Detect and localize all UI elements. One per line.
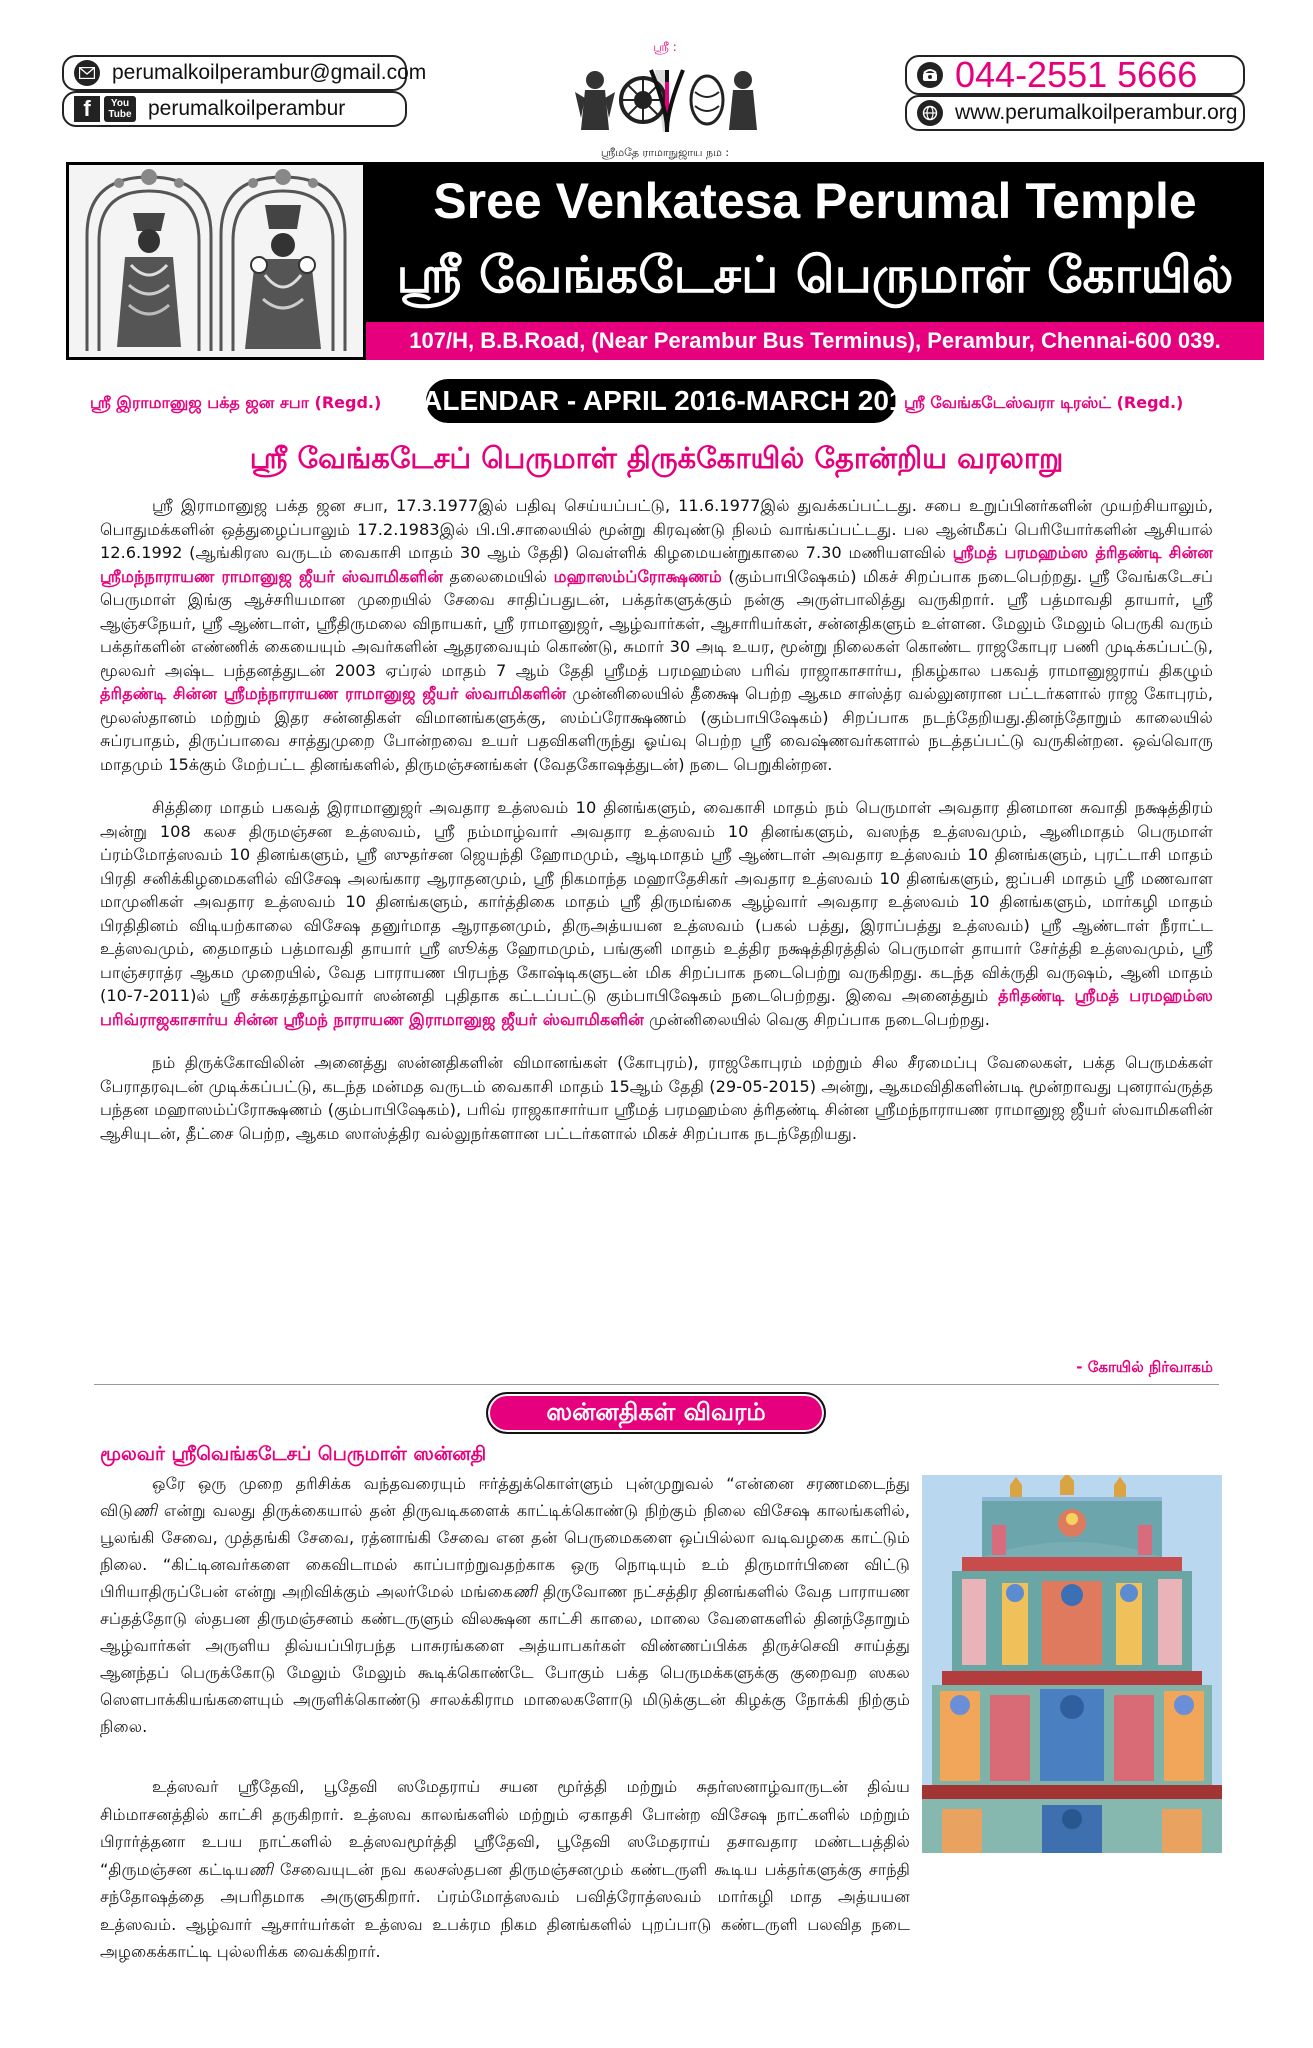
temple-address: 107/H, B.B.Road, (Near Perambur Bus Terminus), Perambur, Chennai-600 039. bbox=[366, 322, 1264, 360]
history-text bbox=[100, 494, 1213, 1145]
temple-title-band bbox=[366, 162, 1264, 322]
sannidhi-text-bottom bbox=[100, 1773, 910, 1966]
social-contact[interactable] bbox=[62, 91, 407, 127]
temple-title-english: Sree Venkatesa Perumal Temple bbox=[433, 173, 1197, 229]
facebook-icon: f bbox=[74, 96, 100, 122]
sannidhi-paragraph-2: உத்ஸவர் ஸ்ரீதேவி, பூதேவி ஸமேதராய் சயன மூர்த்தி மற்றும் சுதர்ஸனாழ்வாருடன் திவ்ய சிம்மாசனத்தில் காட்சி தருகிறார். உத்ஸவ காலங்களில் மற்றும் ஏகாதசி போன்ற விசேஷ நாட்களில் மற்றும் பிரார்த்தனா உபய நாட்களில் உத்ஸவமூர்த்தி ஸ்ரீதேவி, பூதேவி ஸமேதராய் தசாவதார மண்டபத்தில் “திருமஞ்சன கட்டியணி சேவையுடன் நவ கலசஸ்தபன திருமஞ்சனமும் கண்டருளி கூடிய பக்தர்களுக்கு சாந்தி சந்தோஷத்தை அபரிதமாக அருளுகிறார். ப்ரம்மோத்ஸவம் பவித்ரோத்ஸவம் மார்கழி மாத அத்யயன உத்ஸவம். ஆழ்வார் ஆசார்யர்கள் உத்ஸவ உபக்ரம நிகம தினங்களில் புறப்பாடு கண்டருளி பலவித நடை அழகைக்காட்டி புல்லரிக்க வைக்கிறார். bbox=[100, 1777, 910, 1961]
phone-number: 044-2551 5666 bbox=[955, 54, 1198, 95]
temple-title-tamil: ஸ்ரீ வேங்கடேசப் பெருமாள் கோயில் bbox=[396, 246, 1234, 304]
website-contact[interactable] bbox=[905, 95, 1245, 131]
deity-image-frame bbox=[66, 162, 366, 360]
sannidhi-badge: ஸன்னதிகள் விவரம் bbox=[486, 1392, 826, 1434]
crest-bottom-text: ஸ்ரீமதே ராமாநுஜாய நம : bbox=[600, 146, 730, 159]
crest-emblem-icon bbox=[565, 62, 765, 142]
email-address: perumalkoilperambur@gmail.com bbox=[112, 61, 427, 84]
history-heading: ஸ்ரீ வேங்கடேசப் பெருமாள் திருக்கோயில் தோன்றிய வரலாறு bbox=[249, 441, 1064, 475]
email-contact[interactable] bbox=[62, 55, 427, 91]
crest-top-text: ஸ்ரீ : bbox=[653, 40, 677, 54]
sannidhi-subheading: மூலவர் ஸ்ரீவெங்கடேசப் பெருமாள் ஸன்னதி bbox=[100, 1443, 487, 1465]
crest bbox=[530, 40, 800, 168]
website-url: www.perumalkoilperambur.org bbox=[955, 101, 1238, 124]
section-divider bbox=[94, 1384, 1219, 1385]
history-paragraph-2: சித்திரை மாதம் பகவத் இராமானுஜர் அவதார உத்ஸவம் 10 தினங்களும், வைகாசி மாதம் நம் பெருமாள் அவதார தினமான சுவாதி நக்ஷத்திரம் அன்று 108 கலச திருமஞ்சன உத்ஸவம், ஸ்ரீ நம்மாழ்வார் அவதார உத்ஸவம் 10 தினங்களும், வஸந்த உத்ஸவமும், ஆனிமாதம் பெருமாள் ப்ரம்மோத்ஸவம் 10 தினங்களும், ஸ்ரீ ஸுதர்சன ஜெயந்தி ஹோமமும், ஆடிமாதம் ஸ்ரீ ஆண்டாள் அவதார உத்ஸவம் 10 தினங்களும், புரட்டாசி மாதம் பிரதி சனிக்கிழமைகளில் விசேஷ அலங்கார ஆராதனமும், ஸ்ரீ நிகமாந்த மஹாதேசிகர் அவதார உத்ஸவம் 10 தினங்களும், ஐப்பசி மாதம் ஸ்ரீ மணவாள மாமுனிகள் அவதார உத்ஸவம் 10 தினங்களும், கார்த்திகை மாதம் ஸ்ரீ திருமங்கை ஆழ்வார் அவதார உத்ஸவம் 10 தினங்களும், மார்கழி மாதம் பிரதிதினம் விடியற்காலை விசேஷ தனுர்மாத ஆராதனமும், திருஅத்யயன உத்ஸவம் (பகல் பத்து, இராப்பத்து உத்ஸவம்) ஸ்ரீ ஆண்டாள் நீராட்ட உத்ஸவமும், தைமாதம் பத்மாவதி தாயார் ஸ்ரீ ஸூக்த ஹோமமும், பங்குனி மாதம் உத்திர நக்ஷத்திரத்தில் பெருமாள் தாயார் சேர்த்தி உத்ஸவமும், ஸ்ரீ பாஞ்சராத்ர ஆகம முறையில், வேத பாராயண பிரபந்த கோஷ்டிகளுடன் மிக சிறப்பாக நடைபெற்று வருகிறது. கடந்த விக்ருதி வருஷம், ஆனி மாதம் (10-7-2011)ல் ஸ்ரீ சக்கரத்தாழ்வார் ஸன்னதி புதிதாக கட்டப்பட்டு கும்பாபிஷேகம் நடைபெற்றது. இவை அனைத்தும் த்ரிதண்டி ஸ்ரீமத் பரமஹம்ஸ பரிவ்ராஜகாசார்ய சின்ன ஸ்ரீமந் நாராயண இராமானுஜ ஜீயர் ஸ்வாமிகளின் முன்னிலையில் வெகு சிறப்பாக நடைபெற்றது. bbox=[100, 798, 1213, 1029]
phone-icon bbox=[917, 62, 943, 88]
globe-icon bbox=[917, 100, 943, 126]
history-paragraph-3: நம் திருக்கோவிலின் அனைத்து ஸன்னதிகளின் விமானங்கள் (கோபுரம்), ராஜகோபுரம் மற்றும் சில சீரமைப்பு வேலைகள், பக்த பெருமக்கள் பேராதரவுடன் முடிக்கப்பட்டு, கடந்த மன்மத வருடம் வைகாசி மாதம் 15ஆம் தேதி (29-05-2015) அன்று, ஆகமவிதிகளின்படி மூன்றாவது புனராவ்ருத்த பந்தன மஹாஸம்ப்ரோக்ஷணம் (கும்பாபிஷேகம்), பரிவ் ராஜகாசார்யா ஸ்ரீமத் பரமஹம்ஸ த்ரிதண்டி சின்ன ஸ்ரீமந்நாராயண ராமானுஜ ஜீயர் ஸ்வாமிகளின் ஆசியுடன், தீட்சை பெற்ற, ஆகம ஸாஸ்த்திர வல்லுநர்களான பட்டர்களால் மிகச் சிறப்பாக நடந்தேறியது. bbox=[100, 1053, 1213, 1143]
gopuram-photo bbox=[922, 1475, 1222, 1853]
mail-icon bbox=[74, 60, 100, 86]
youtube-icon: You Tube bbox=[104, 96, 136, 122]
gopuram-image bbox=[922, 1475, 1222, 1853]
sannidhi-paragraph-1: ஒரே ஒரு முறை தரிசிக்க வந்தவரையும் ஈர்த்துக்கொள்ளும் புன்முறுவல் “என்னை சரணமடைந்து விடுணி என்று வலது திருக்கையால் தன் திருவடிகளைக் காட்டிக்கொண்டு நிற்கும் நிலை விசேஷ காலங்களில், பூலங்கி சேவை, முத்தங்கி சேவை, ரத்னாங்கி சேவை என தன் பெருமைகளை ஒப்பில்லா வடிவழகை காட்டும் நிலை. “கிட்டினவர்களை கைவிடாமல் காப்பாற்றுவதற்காக ஒரு நொடியும் உம் திருமார்பினை விட்டு பிரியாதிருப்பேன் என்று அறிவிக்கும் அலர்மேல் மங்கைணி திருவோண நட்சத்திர தினங்களில் வேத பாராயண சப்தத்தோடு ஸ்தபன திருமஞ்சனம் கண்டருளும் விலக்ஷன காட்சி காலை, மாலை வேளைகளில் தினந்தோறும் ஆழ்வார்கள் அருளிய திவ்யப்பிரபந்த பாசுரங்களை அத்யாபகர்கள் விண்ணப்பிக்க திருச்செவி சாய்த்து ஆனந்தப் பெருக்கோடு மேலும் மேலும் கூடிக்கொண்டே போகும் பக்த பெருமக்களுக்கு குறைவற ஸகல ஸௌபாக்கியங்களையும் அருளிக்கொண்டு சாலக்கிராம மாலைகளோடு மிடுக்குடன் கிழக்கு நோக்கி நிற்கும் நிலை. bbox=[100, 1474, 911, 1736]
history-paragraph-1: ஸ்ரீ இராமானுஜ பக்த ஜன சபா, 17.3.1977இல் பதிவு செய்யப்பட்டு, 11.6.1977இல் துவக்கப்பட்டது. சபை உறுப்பினர்களின் முயற்சியாலும், பொதுமக்களின் ஒத்துழைப்பாலும் 17.2.1983இல் பி.பி.சாலையில் மூன்று கிரவுண்டு நிலம் வாங்கப்பட்டது. பல ஆன்மீகப் பெரியோர்களின் ஆசியால் 12.6.1992 (ஆங்கிரஸ வருடம் வைகாசி மாதம் 30 ஆம் தேதி) வெள்ளிக் கிழமையன்றுகாலை 7.30 மணியளவில் ஸ்ரீமத் பரமஹம்ஸ த்ரிதண்டி சின்ன ஸ்ரீமந்நாராயண ராமானுஜ ஜீயர் ஸ்வாமிகளின் தலைமையில் மஹாஸம்ப்ரோக்ஷணம் (கும்பாபிஷேகம்) மிகச் சிறப்பாக நடைபெற்றது. ஸ்ரீ வேங்கடேசப் பெருமாள் இங்கு ஆச்சரியமான முறையில் சேவை சாதிப்பதுடன், பக்தர்களுக்கும் நன்கு அருள்பாலித்து வருகிறார். ஸ்ரீ பத்மாவதி தாயார், ஸ்ரீ ஆஞ்சநேயர், ஸ்ரீ ஆண்டாள், ஸ்ரீதிருமலை விநாயகர், ஸ்ரீ ராமானுஜர், ஆழ்வார்கள், ஆசாரியர்கள், சன்னதிகளும் உள்ளன. மேலும் மேலும் பெருகி வரும் பக்தர்களின் எண்ணிக் கையையும் அவர்களின் ஆதரவையும் கொண்டு, சுமார் 30 அடி உயர, மூன்று நிலைகள் கொண்ட ராஜகோபுர பணி முடிக்கப்பட்டு, மூலவர் அஷ்ட பந்தனத்துடன் 2003 ஏப்ரல் மாதம் 7 ஆம் தேதி ஸ்ரீமத் பரமஹம்ஸ பரிவ் ராஜாகாசார்ய, நிகழ்கால பகவத் ராமானுஜராய் திகழும் த்ரிதண்டி சின்ன ஸ்ரீமந்நாராயண ராமானுஜ ஜீயர் ஸ்வாமிகளின் முன்னிலையில் தீக்ஷை பெற்ற ஆகம சாஸ்த்ர வல்லுனரான பட்டர்களால் ராஜ கோபுரம், மூலஸ்தானம் மற்றும் இதர சன்னதிகள் விமானங்களுக்கு, ஸம்ப்ரோக்ஷணம் (கும்பாபிஷேகம்) சிறப்பாக நடந்தேறியது.தினந்தோறும் காலையில் சுப்ரபாதம், திருப்பாவை சாத்துமுறை போன்றவை உயர் பதவிகளிருந்து ஓய்வு பெற்ற ஸ்ரீ வைஷ்ணவர்களால் நடத்தப்பட்டு வருகின்றன. ஒவ்வொரு மாதமும் 15க்கும் மேற்பட்ட தினங்களில், திருமஞ்சனங்கள் (வேதகோஷத்துடன்) நடை பெறுகின்றன. bbox=[100, 496, 1214, 774]
phone-contact[interactable] bbox=[905, 55, 1245, 95]
temple-admin-signature: - கோயில் நிர்வாகம் bbox=[1076, 1358, 1213, 1376]
calendar-title: CALENDAR - APRIL 2016-MARCH 2017 bbox=[426, 379, 896, 423]
trust-label: ஸ்ரீ வேங்கடேஸ்வரா டிரஸ்ட் (Regd.) bbox=[904, 393, 1184, 412]
social-handle: perumalkoilperambur bbox=[148, 97, 346, 120]
deity-image bbox=[69, 165, 363, 357]
bhakta-sabha-label: ஸ்ரீ இராமானுஜ பக்த ஜன சபா (Regd.) bbox=[90, 393, 382, 412]
sannidhi-text-top bbox=[100, 1470, 910, 1740]
